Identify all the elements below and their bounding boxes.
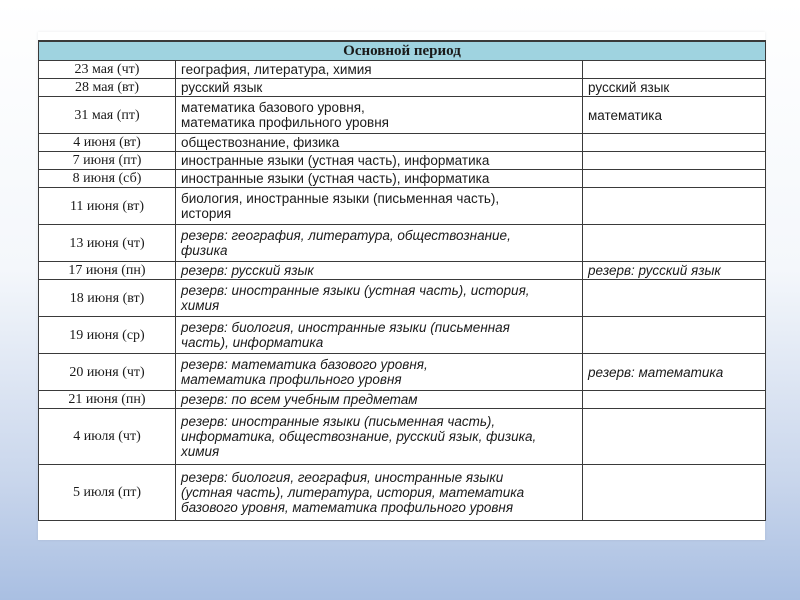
subject-line: математика профильного уровня	[181, 372, 402, 387]
alt-exam-cell	[583, 317, 766, 354]
exam-subjects-cell	[176, 188, 583, 225]
alt-exam-cell: резерв: русский язык	[583, 262, 766, 280]
document-sheet	[38, 32, 765, 540]
alt-exam-cell	[583, 170, 766, 188]
table-row	[39, 188, 766, 225]
alt-exam-cell	[583, 188, 766, 225]
subject-line: история	[181, 206, 232, 221]
table-row	[39, 134, 766, 152]
alt-exam-cell	[583, 465, 766, 521]
table-row	[39, 170, 766, 188]
table-title-row	[39, 41, 766, 61]
subject-line: иностранные языки (устная часть), информатика	[181, 153, 490, 168]
subject-line: резерв: математика базового уровня,	[181, 357, 428, 372]
exam-date-cell: 19 июня (ср)	[39, 317, 176, 354]
exam-subjects-cell	[176, 391, 583, 409]
exam-subjects-cell	[176, 280, 583, 317]
exam-subjects-cell	[176, 262, 583, 280]
exam-date-cell: 31 мая (пт)	[39, 97, 176, 134]
exam-date-cell: 23 мая (чт)	[39, 61, 176, 79]
subject-line: обществознание, физика	[181, 135, 340, 150]
exam-subjects-cell	[176, 354, 583, 391]
subject-line: часть), информатика	[181, 335, 324, 350]
subject-line: базового уровня, математика профильного уровня	[181, 500, 514, 515]
exam-subjects-cell	[176, 152, 583, 170]
exam-date-cell: 17 июня (пн)	[39, 262, 176, 280]
exam-date-cell: 4 июня (вт)	[39, 134, 176, 152]
subject-line: резерв: биология, иностранные языки (письменная	[181, 320, 510, 335]
subject-line: биология, иностранные языки (письменная часть),	[181, 191, 500, 206]
subject-line: резерв: биология, география, иностранные языки	[181, 470, 504, 485]
alt-exam-cell	[583, 61, 766, 79]
table-row	[39, 465, 766, 521]
table-row	[39, 354, 766, 391]
alt-exam-cell	[583, 134, 766, 152]
subject-line: резерв: география, литература, обществознание,	[181, 228, 511, 243]
exam-date-cell: 11 июня (вт)	[39, 188, 176, 225]
subject-line: физика	[181, 243, 228, 258]
table-row	[39, 152, 766, 170]
exam-date-cell: 5 июля (пт)	[39, 465, 176, 521]
alt-exam-cell	[583, 280, 766, 317]
subject-line: математика профильного уровня	[181, 115, 389, 130]
subject-line: география, литература, химия	[181, 62, 372, 77]
subject-line: русский язык	[181, 80, 263, 95]
subject-line: математика базового уровня,	[181, 100, 365, 115]
exam-date-cell: 4 июля (чт)	[39, 409, 176, 465]
exam-date-cell: 21 июня (пн)	[39, 391, 176, 409]
subject-line: резерв: иностранные языки (устная часть), история,	[181, 283, 530, 298]
exam-subjects-cell	[176, 170, 583, 188]
exam-subjects-cell	[176, 465, 583, 521]
subject-line: информатика, обществознание, русский язык, физика,	[181, 429, 537, 444]
alt-exam-cell: резерв: математика	[583, 354, 766, 391]
table-row	[39, 225, 766, 262]
subject-line: (устная часть), литература, история, математика	[181, 485, 525, 500]
exam-date-cell: 28 мая (вт)	[39, 79, 176, 97]
table-row	[39, 262, 766, 280]
exam-subjects-cell	[176, 134, 583, 152]
table-row	[39, 317, 766, 354]
alt-exam-cell	[583, 225, 766, 262]
exam-subjects-cell	[176, 61, 583, 79]
exam-subjects-cell	[176, 317, 583, 354]
alt-exam-cell: математика	[583, 97, 766, 134]
alt-exam-cell	[583, 152, 766, 170]
table-title: Основной период	[39, 41, 766, 61]
table-row	[39, 409, 766, 465]
alt-exam-cell: русский язык	[583, 79, 766, 97]
exam-schedule-table	[38, 40, 766, 521]
table-row	[39, 61, 766, 79]
table-body	[39, 41, 766, 521]
exam-date-cell: 13 июня (чт)	[39, 225, 176, 262]
subject-line: резерв: по всем учебным предметам	[181, 392, 418, 407]
alt-exam-cell	[583, 409, 766, 465]
table-row	[39, 97, 766, 134]
subject-line: иностранные языки (устная часть), информатика	[181, 171, 490, 186]
table-row	[39, 391, 766, 409]
subject-line: резерв: русский язык	[181, 263, 314, 278]
exam-date-cell: 7 июня (пт)	[39, 152, 176, 170]
exam-date-cell: 18 июня (вт)	[39, 280, 176, 317]
sheet-top-margin	[38, 32, 765, 40]
subject-line: химия	[181, 444, 220, 459]
exam-subjects-cell	[176, 225, 583, 262]
exam-date-cell: 20 июня (чт)	[39, 354, 176, 391]
subject-line: химия	[181, 298, 220, 313]
table-row	[39, 280, 766, 317]
exam-subjects-cell	[176, 409, 583, 465]
exam-subjects-cell	[176, 97, 583, 134]
subject-line: резерв: иностранные языки (письменная часть),	[181, 414, 496, 429]
exam-date-cell: 8 июня (сб)	[39, 170, 176, 188]
table-row	[39, 79, 766, 97]
exam-subjects-cell	[176, 79, 583, 97]
alt-exam-cell	[583, 391, 766, 409]
